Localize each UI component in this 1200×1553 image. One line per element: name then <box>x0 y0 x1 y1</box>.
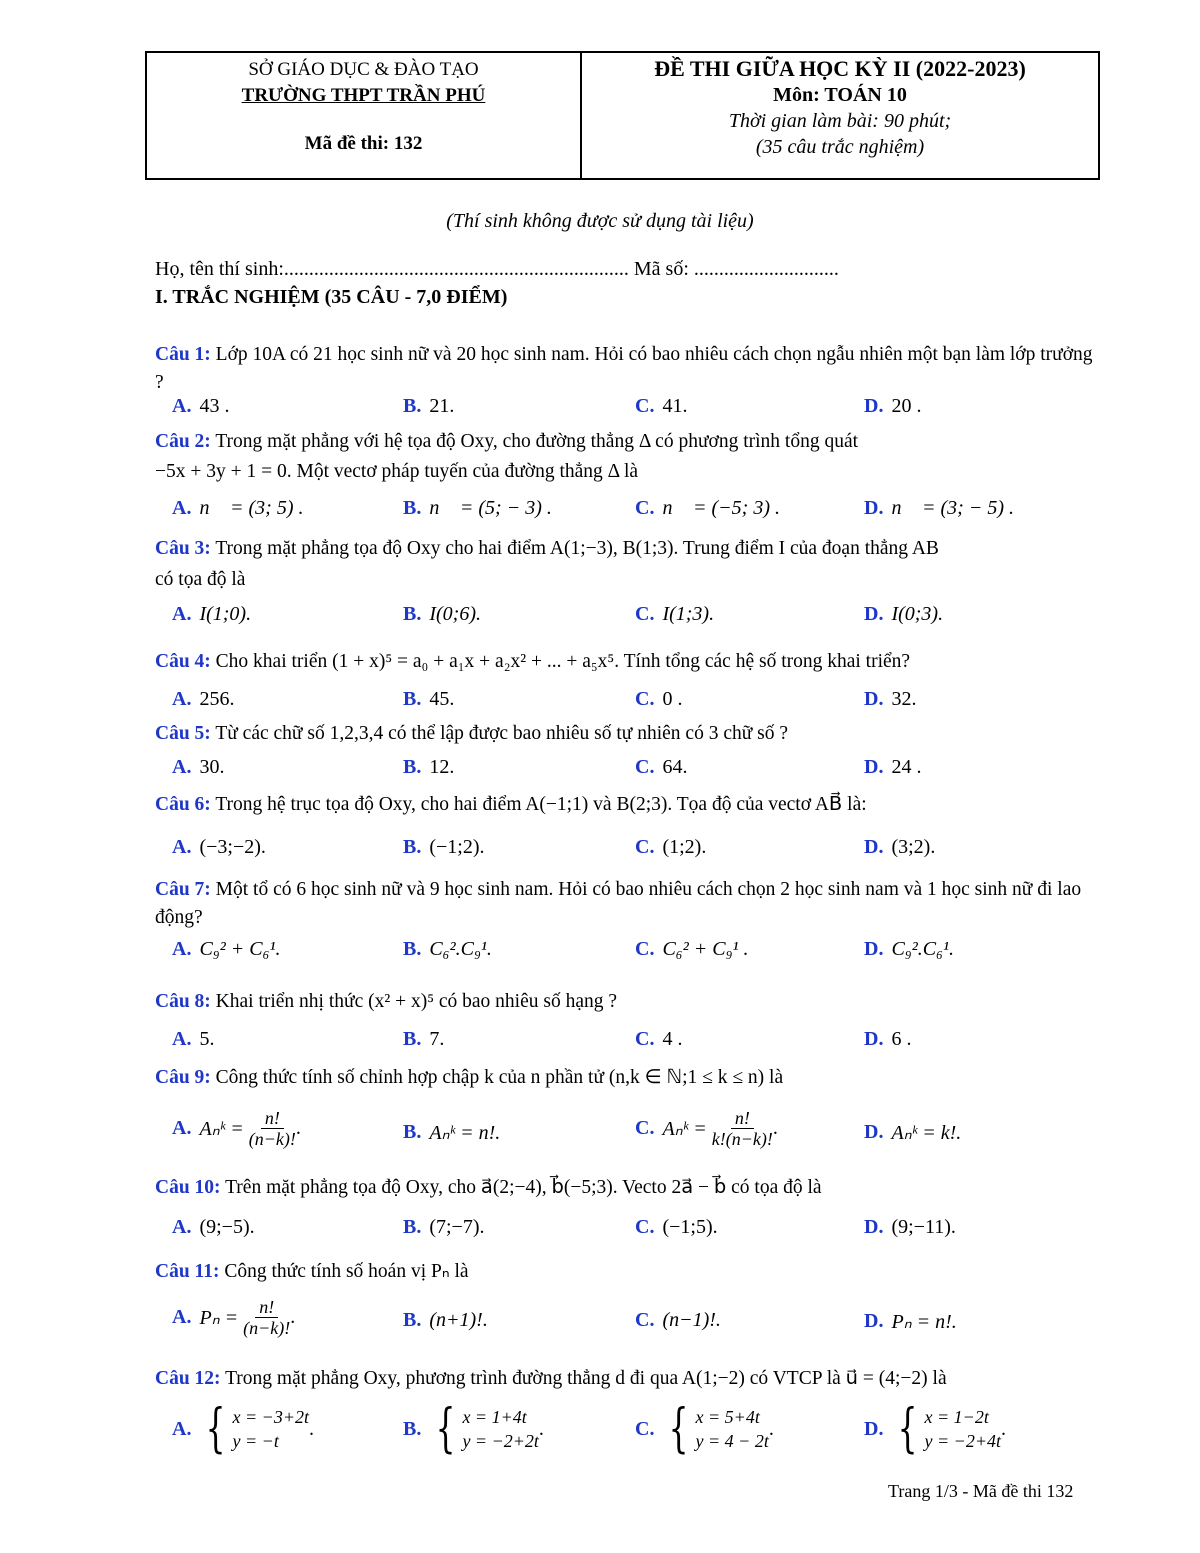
fraction: $\frac{n!}{(n-k)!}$ <box>248 1108 296 1149</box>
options-q11 <box>0 1297 1200 1345</box>
option-a[interactable]: A. C₉² + C₆¹. <box>172 938 281 960</box>
option-d[interactable]: D. 20 . <box>864 395 922 417</box>
option-d[interactable]: D. n⃗ = (3; − 5) . <box>864 497 1014 519</box>
question-label: Câu 1: <box>155 344 211 365</box>
question-4 <box>155 648 1100 676</box>
fraction: $\frac{n!}{k!(n-k)!}$ <box>711 1108 773 1149</box>
option-b[interactable]: B. 45. <box>403 688 455 710</box>
options-q5 <box>0 756 1200 786</box>
option-a[interactable]: A. I(1;0). <box>172 603 252 625</box>
question-6 <box>155 791 1100 819</box>
option-b[interactable]: B. C₆².C₉¹. <box>403 938 492 960</box>
options-q1 <box>0 395 1200 425</box>
option-d[interactable]: D. C₉².C₆¹. <box>864 938 955 960</box>
question-label: Câu 7: <box>155 879 211 900</box>
option-d[interactable]: D. (3;2). <box>864 836 936 858</box>
option-c[interactable]: C. 0 . <box>635 688 683 710</box>
exam-title: ĐỀ THI GIỮA HỌC KỲ II (2022-2023) <box>654 56 1026 81</box>
options-q10 <box>0 1216 1200 1246</box>
option-d[interactable]: D. Aₙᵏ = k!. <box>864 1121 962 1144</box>
question-text: Công thức tính số hoán vị Pₙ là <box>224 1261 469 1282</box>
question-label: Câu 5: <box>155 723 211 744</box>
question-1 <box>155 341 1100 397</box>
option-a[interactable]: A. { x = −3+2t y = −t . <box>172 1399 314 1459</box>
options-q3 <box>0 603 1200 633</box>
exam-note: (Thí sinh không được sử dụng tài liệu) <box>446 210 754 232</box>
option-c[interactable]: C. I(1;3). <box>635 603 715 625</box>
option-b[interactable]: B. (n+1)!. <box>403 1309 488 1331</box>
header-left <box>147 53 582 178</box>
duration: Thời gian làm bài: 90 phút; <box>728 110 952 132</box>
question-text: Công thức tính số chỉnh hợp chập k của n phần tử (n,k ∈ ℕ;1 ≤ k ≤ n) là <box>215 1067 784 1088</box>
equation-system: { x = 1−2t y = −2+4t <box>898 1399 1001 1459</box>
option-b[interactable]: B. { x = 1+4t y = −2+2t . <box>403 1399 544 1459</box>
student-info-line: Họ, tên thí sinh:..................................................................... Mã số: ............................. <box>155 258 839 280</box>
option-d[interactable]: D. I(0;3). <box>864 603 944 625</box>
option-b[interactable]: B. (−1;2). <box>403 836 485 858</box>
option-d[interactable]: D. { x = 1−2t y = −2+4t . <box>864 1399 1006 1459</box>
option-b[interactable]: B. (7;−7). <box>403 1216 485 1238</box>
fraction: $\frac{n!}{(n-k)!}$ <box>243 1297 291 1338</box>
question-7 <box>155 876 1100 932</box>
option-b[interactable]: B. 21. <box>403 395 455 417</box>
question-2 <box>155 428 1100 488</box>
option-a[interactable]: A. n⃗ = (3; 5) . <box>172 497 304 519</box>
question-label: Câu 9: <box>155 1067 211 1088</box>
question-8 <box>155 988 1100 1016</box>
option-d[interactable]: D. Pₙ = n!. <box>864 1310 957 1333</box>
section-title: I. TRẮC NGHIỆM (35 CÂU - 7,0 ĐIỂM) <box>155 286 508 308</box>
option-a[interactable]: A. 5. <box>172 1028 215 1050</box>
question-text: Lớp 10A có 21 học sinh nữ và 20 học sinh nam. Hỏi có bao nhiêu cách chọn ngẫu nhiên một bạn làm lớp trưởng ? <box>155 344 1093 393</box>
option-b[interactable]: B. 12. <box>403 756 455 778</box>
option-c[interactable]: C. 4 . <box>635 1028 683 1050</box>
option-c[interactable]: C. 64. <box>635 756 688 778</box>
question-label: Câu 11: <box>155 1261 220 1282</box>
option-c[interactable]: C. 41. <box>635 395 688 417</box>
equation-system: { x = −3+2t y = −t <box>206 1399 309 1459</box>
question-12 <box>155 1365 1100 1393</box>
question-label: Câu 4: <box>155 651 211 672</box>
department: SỞ GIÁO DỤC & ĐÀO TẠO <box>248 59 479 80</box>
subject: Môn: TOÁN 10 <box>773 84 907 106</box>
options-q6 <box>0 836 1200 866</box>
equation-system: { x = 5+4t y = 4 − 2t <box>669 1399 769 1459</box>
option-c[interactable]: C. (n−1)!. <box>635 1309 721 1331</box>
option-a[interactable]: A. Pₙ = $\frac{n!}{(n-k)!}$ . <box>172 1297 296 1338</box>
options-q2 <box>0 497 1200 527</box>
option-d[interactable]: D. (9;−11). <box>864 1216 956 1238</box>
question-text: Trong mặt phẳng với hệ tọa độ Oxy, cho đường thẳng Δ có phương trình tổng quát <box>215 431 859 452</box>
exam-code: Mã đề thi: 132 <box>304 133 423 154</box>
option-c[interactable]: C. (−1;5). <box>635 1216 718 1238</box>
question-count: (35 câu trắc nghiệm) <box>755 136 925 158</box>
question-10 <box>155 1174 1100 1202</box>
option-a[interactable]: A. 30. <box>172 756 225 778</box>
question-text-2: có tọa độ là <box>155 569 246 590</box>
option-b[interactable]: B. I(0;6). <box>403 603 481 625</box>
option-c[interactable]: C. (1;2). <box>635 836 707 858</box>
question-text: Từ các chữ số 1,2,3,4 có thể lập được bao nhiêu số tự nhiên có 3 chữ số ? <box>215 723 789 744</box>
options-q7 <box>0 938 1200 968</box>
page-footer: Trang 1/3 - Mã đề thi 132 <box>888 1481 1074 1501</box>
question-label: Câu 6: <box>155 794 211 815</box>
school-name: TRƯỜNG THPT TRẦN PHÚ <box>241 85 486 106</box>
question-11 <box>155 1258 1100 1286</box>
exam-header <box>145 51 1100 180</box>
question-text: Khai triển nhị thức (x² + x)⁵ có bao nhiêu số hạng ? <box>215 991 618 1012</box>
option-a[interactable]: A. 43 . <box>172 395 230 417</box>
question-text: Trong hệ trục tọa độ Oxy, cho hai điểm A(−1;1) và B(2;3). Tọa độ của vectơ AB⃗ là: <box>215 794 867 815</box>
option-a[interactable]: A. Aₙᵏ = $\frac{n!}{(n-k)!}$ . <box>172 1108 301 1149</box>
question-5 <box>155 720 1100 748</box>
question-9 <box>155 1064 1100 1092</box>
option-a[interactable]: A. (9;−5). <box>172 1216 255 1238</box>
question-text-2: −5x + 3y + 1 = 0. Một vectơ pháp tuyến của đường thẳng Δ là <box>155 461 639 482</box>
equation-system: { x = 1+4t y = −2+2t <box>435 1399 539 1459</box>
question-text: Cho khai triển (1 + x)⁵ = a₀ + a₁x + a₂x² + ... + a₅x⁵. Tính tổng các hệ số trong khai triển? <box>215 651 911 672</box>
options-q9 <box>0 1108 1200 1156</box>
option-c[interactable]: C. Aₙᵏ = $\frac{n!}{k!(n-k)!}$ . <box>635 1108 778 1149</box>
option-b[interactable]: B. 7. <box>403 1028 445 1050</box>
question-text: Một tổ có 6 học sinh nữ và 9 học sinh nam. Hỏi có bao nhiêu cách chọn 2 học sinh nam và 1 học sinh nữ đi lao động? <box>155 879 1082 928</box>
options-q12 <box>0 1399 1200 1463</box>
question-text: Trong mặt phẳng Oxy, phương trình đường thẳng d đi qua A(1;−2) có VTCP là u⃗ = (4;−2) là <box>225 1368 947 1389</box>
option-c[interactable]: C. { x = 5+4t y = 4 − 2t . <box>635 1399 774 1459</box>
question-label: Câu 8: <box>155 991 211 1012</box>
question-text: Trên mặt phẳng tọa độ Oxy, cho a⃗(2;−4), b⃗(−5;3). Vecto 2a⃗ − b⃗ có tọa độ là <box>225 1177 822 1198</box>
question-text: Trong mặt phẳng tọa độ Oxy cho hai điểm A(1;−3), B(1;3). Trung điểm I của đoạn thẳng AB <box>215 538 939 559</box>
option-a[interactable]: A. 256. <box>172 688 235 710</box>
option-c[interactable]: C. n⃗ = (−5; 3) . <box>635 497 780 519</box>
question-label: Câu 3: <box>155 538 211 559</box>
option-d[interactable]: D. 32. <box>864 688 917 710</box>
question-label: Câu 10: <box>155 1177 221 1198</box>
option-d[interactable]: D. 24 . <box>864 756 922 778</box>
options-q4 <box>0 688 1200 718</box>
option-b[interactable]: B. Aₙᵏ = n!. <box>403 1121 501 1144</box>
option-d[interactable]: D. 6 . <box>864 1028 912 1050</box>
option-a[interactable]: A. (−3;−2). <box>172 836 266 858</box>
option-c[interactable]: C. C₆² + C₉¹ . <box>635 938 749 960</box>
header-right <box>582 53 1098 178</box>
question-label: Câu 12: <box>155 1368 221 1389</box>
question-label: Câu 2: <box>155 431 211 452</box>
options-q8 <box>0 1028 1200 1058</box>
question-3 <box>155 535 1100 597</box>
option-b[interactable]: B. n⃗ = (5; − 3) . <box>403 497 552 519</box>
